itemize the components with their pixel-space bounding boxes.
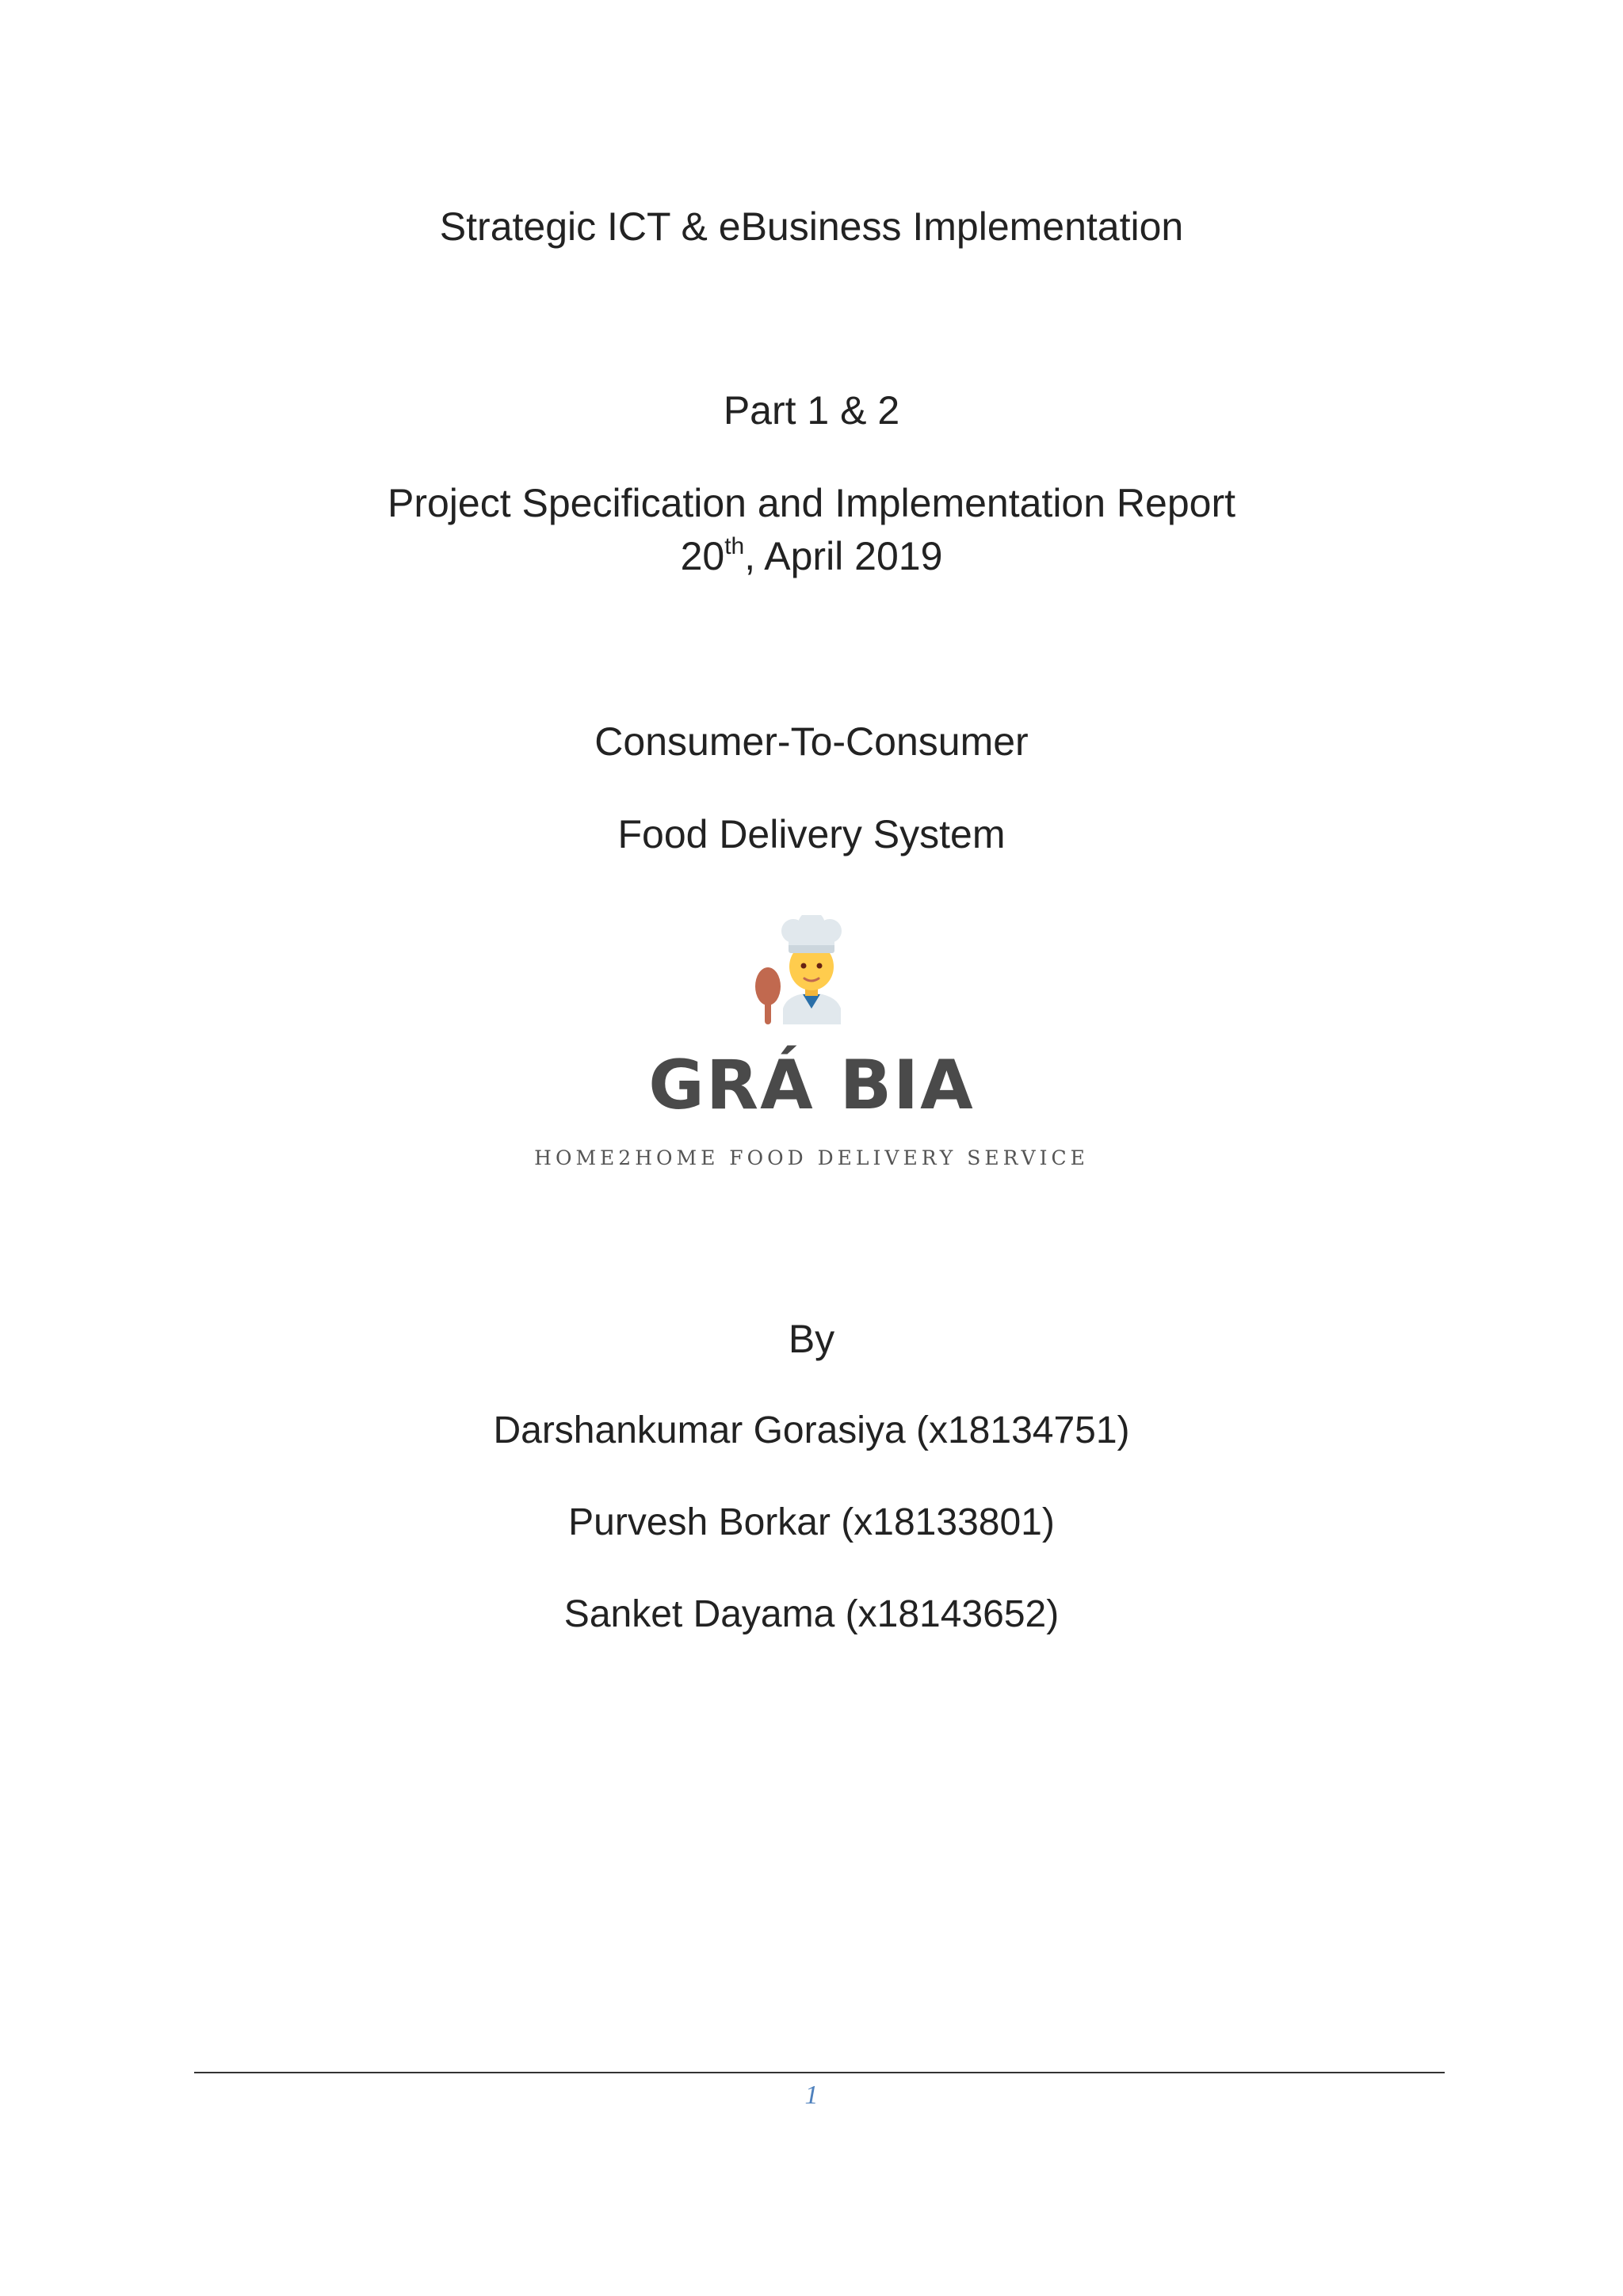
part-label: Part 1 & 2 bbox=[723, 388, 900, 433]
author-id: (x18134751) bbox=[916, 1409, 1130, 1451]
report-date bbox=[0, 531, 1623, 582]
report-title: Project Specification and Implementation Report bbox=[387, 481, 1236, 525]
author-2 bbox=[0, 1497, 1623, 1548]
date-day: 20 bbox=[680, 534, 725, 578]
author-3 bbox=[0, 1589, 1623, 1640]
by-label: By bbox=[788, 1317, 835, 1361]
author-name: Darshankumar Gorasiya bbox=[493, 1409, 906, 1451]
logo-tagline: HOME2HOME FOOD DELIVERY SERVICE bbox=[534, 1146, 1089, 1169]
page-number: 1 bbox=[804, 2081, 819, 2110]
project-type: Consumer-To-Consumer bbox=[594, 719, 1029, 764]
footer-divider bbox=[194, 2072, 1445, 2073]
course-title: Strategic ICT & eBusiness Implementation bbox=[439, 204, 1184, 249]
author-id: (x18143652) bbox=[845, 1593, 1060, 1635]
date-rest: , April 2019 bbox=[744, 534, 943, 578]
date-suffix: th bbox=[724, 533, 745, 559]
author-name: Purvesh Borkar bbox=[568, 1501, 831, 1543]
author-1 bbox=[0, 1405, 1623, 1456]
project-name: Food Delivery System bbox=[617, 812, 1006, 856]
author-name: Sanket Dayama bbox=[563, 1593, 835, 1635]
author-id: (x18133801) bbox=[841, 1501, 1055, 1543]
logo-name: GRÁ BIA bbox=[648, 1046, 975, 1125]
chef-icon bbox=[747, 915, 866, 1026]
